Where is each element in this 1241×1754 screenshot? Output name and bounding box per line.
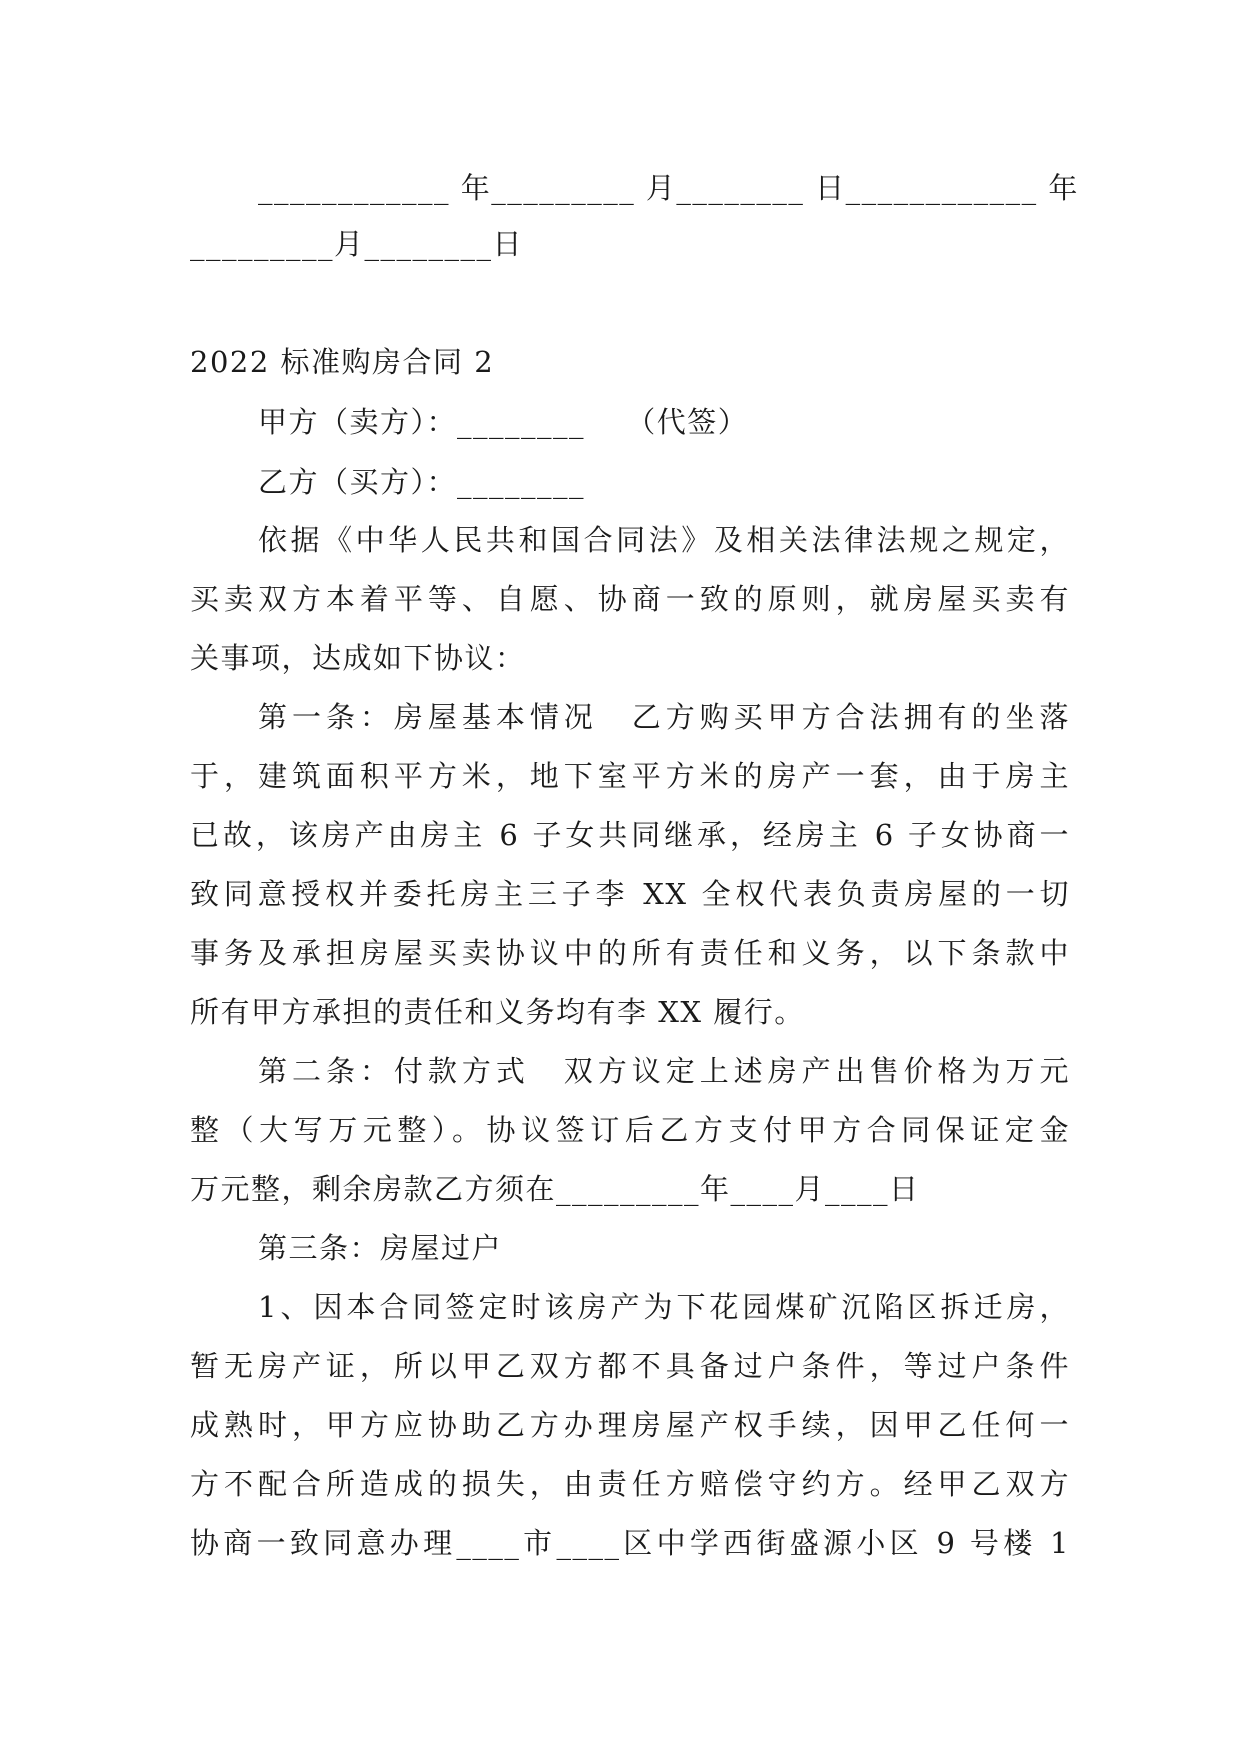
- date-blank-line-1: ____________ 年_________ 月________ 日____________ 年: [258, 171, 1079, 205]
- preamble-line-3: 关事项，达成如下协议：: [190, 641, 526, 675]
- article-1-line-3: 已故，该房产由房主 6 子女共同继承，经房主 6 子女协商一: [190, 818, 1070, 852]
- article-3-item-1-line-3: 成熟时，甲方应协助乙方办理房屋产权手续，因甲乙任何一: [190, 1408, 1070, 1442]
- article-1-line-5: 事务及承担房屋买卖协议中的所有责任和义务，以下条款中: [190, 936, 1070, 970]
- article-3-item-1-line-2: 暂无房产证，所以甲乙双方都不具备过户条件，等过户条件: [190, 1349, 1070, 1383]
- party-b-line: 乙方（买方）：________: [258, 465, 586, 499]
- preamble-line-1: 依据《中华人民共和国合同法》及相关法律法规之规定，: [258, 523, 1070, 557]
- article-2-line-2: 整（大写万元整）。协议签订后乙方支付甲方合同保证定金: [190, 1113, 1070, 1147]
- party-a-line: 甲方（卖方）：________ （代签）: [258, 405, 749, 439]
- article-3-heading: 第三条：房屋过户: [258, 1231, 503, 1265]
- article-3-item-1-line-1: 1、因本合同签定时该房产为下花园煤矿沉陷区拆迁房，: [258, 1290, 1070, 1324]
- date-blank-line-2: _________月________日: [190, 227, 524, 261]
- article-2-line-1: 第二条：付款方式 双方议定上述房产出售价格为万元: [258, 1054, 1070, 1088]
- article-1-line-2: 于，建筑面积平方米，地下室平方米的房产一套，由于房主: [190, 759, 1070, 793]
- article-1-line-4: 致同意授权并委托房主三子李 XX 全权代表负责房屋的一切: [190, 877, 1070, 911]
- article-3-item-1-line-4: 方不配合所造成的损失，由责任方赔偿守约方。经甲乙双方: [190, 1467, 1070, 1501]
- article-2-line-3: 万元整，剩余房款乙方须在_________年____月____日: [190, 1172, 920, 1206]
- preamble-line-2: 买卖双方本着平等、自愿、协商一致的原则，就房屋买卖有: [190, 582, 1070, 616]
- article-1-line-1: 第一条：房屋基本情况 乙方购买甲方合法拥有的坐落: [258, 700, 1070, 734]
- contract-title: 2022 标准购房合同 2: [190, 345, 495, 379]
- article-1-line-6: 所有甲方承担的责任和义务均有李 XX 履行。: [190, 995, 805, 1029]
- article-3-item-1-line-5: 协商一致同意办理____市____区中学西街盛源小区 9 号楼 1: [190, 1526, 1070, 1560]
